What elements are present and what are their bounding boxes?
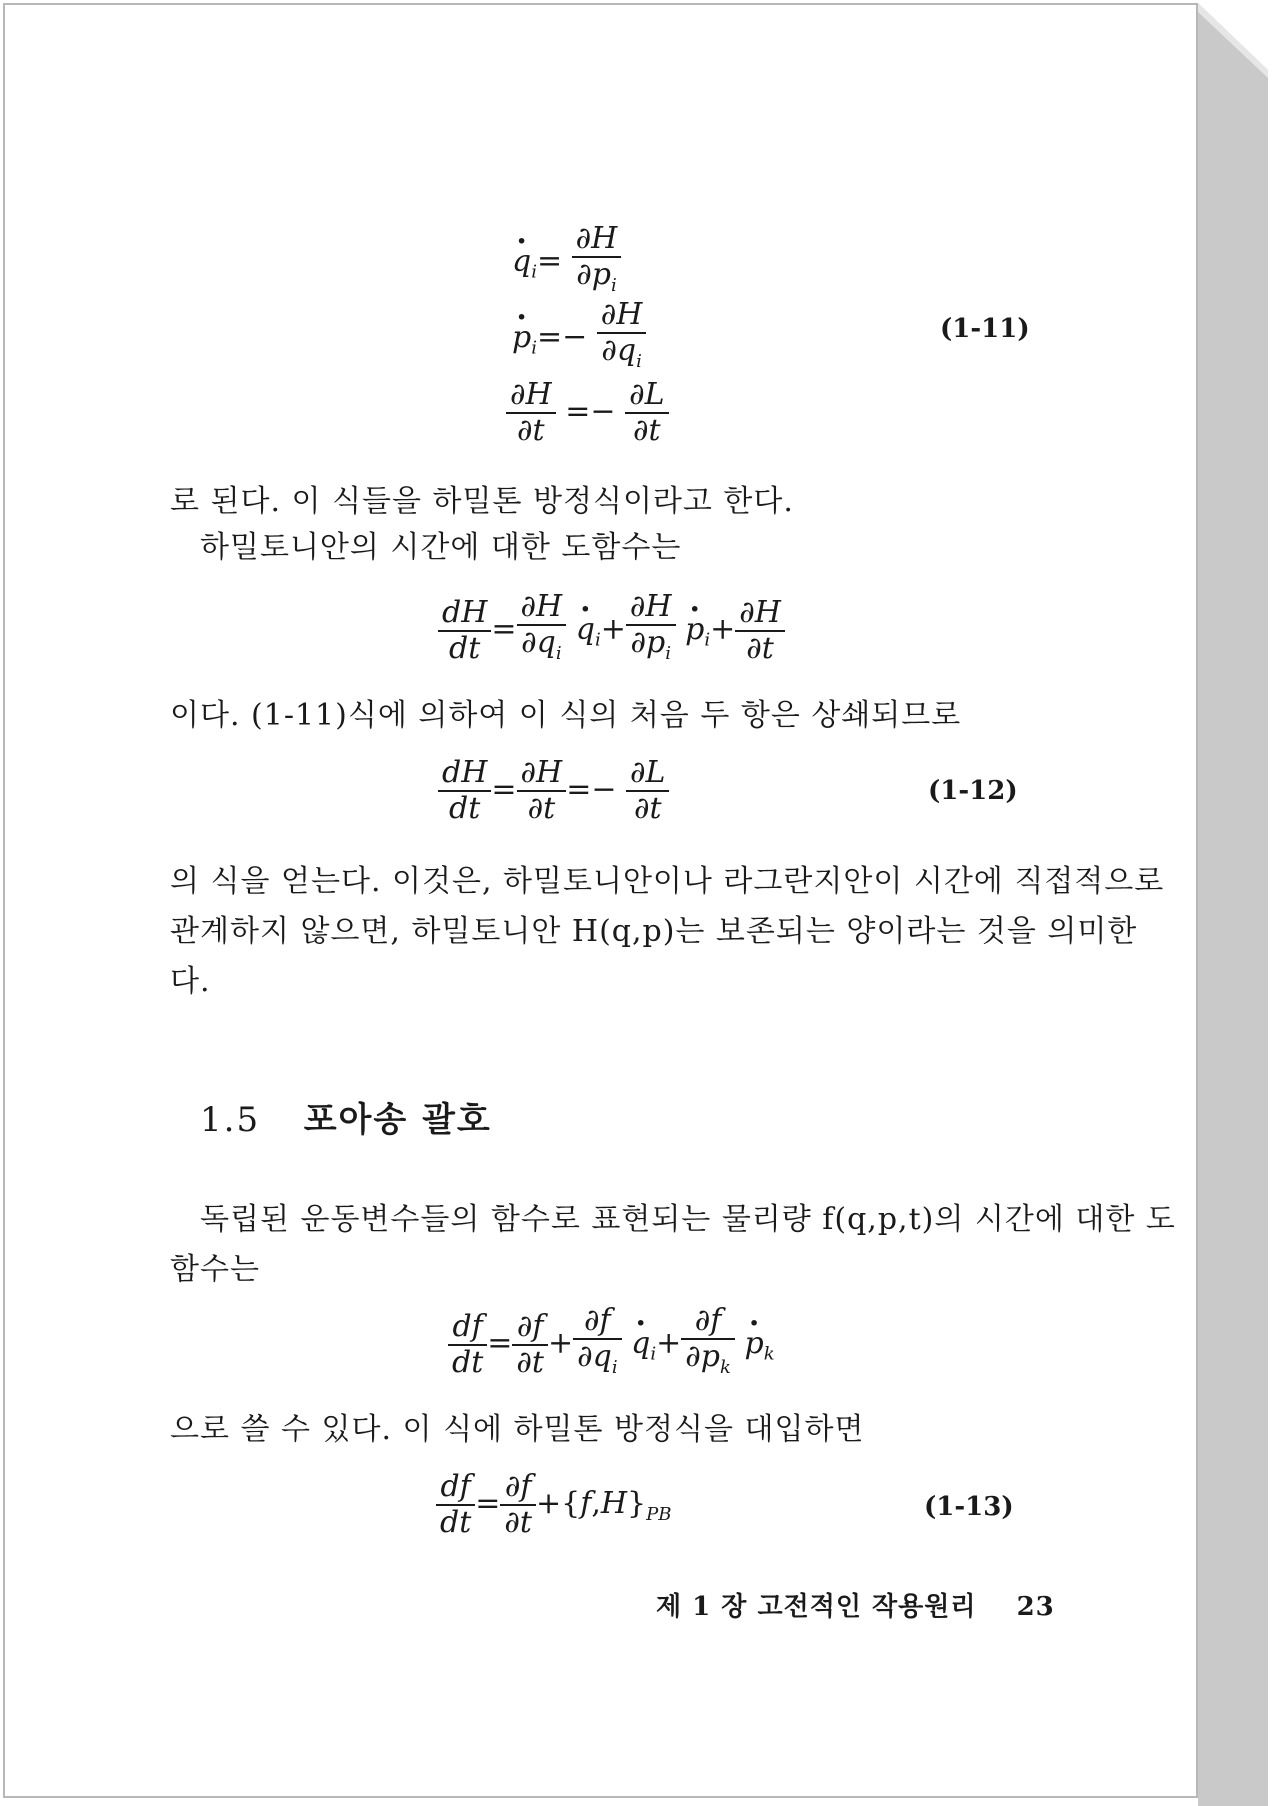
body-text-line: 함수는	[170, 1252, 260, 1287]
equation-dH-dt: $\frac{\partial H}{\partial t}$ =− $\frac{\partial L}{\partial t}$	[506, 378, 669, 448]
footer-chapter: 제 1 장 고전적인 작용원리	[656, 1592, 977, 1622]
body-text-line: 이다. (1-11)식에 의하여 이 식의 처음 두 항은 상쇄되므로	[170, 698, 962, 733]
section-title: 포아송 괄호	[303, 1100, 492, 1140]
equation-total-derivative-f: $\frac{df}{dt}$ = $\frac{\partial f}{\partial t}$ + $\frac{\partial f}{\partial q_i}$ · $q_i+$ $\frac{\partial f}{\partial p_k}$ · $p_k$	[448, 1304, 775, 1385]
body-text-line: 하밀토니안의 시간에 대한 도함수는	[200, 530, 682, 565]
equation-1-13: $\frac{df}{dt}$ = $\frac{\partial f}{\partial t}$ $+\{f,H\}_{PB}$	[436, 1470, 671, 1540]
equation-number-1-13: (1-13)	[924, 1492, 1014, 1522]
body-text-line: 로 된다. 이 식들을 하밀톤 방정식이라고 한다.	[170, 484, 794, 519]
section-number: 1.5	[200, 1100, 261, 1140]
body-text-line: 관계하지 않으면, 하밀토니안 H(q,p)는 보존되는 양이라는 것을 의미한	[170, 914, 1138, 949]
equation-number-1-11: (1-11)	[940, 314, 1030, 344]
body-text-line: 의 식을 얻는다. 이것은, 하밀토니안이나 라그란지안이 시간에 직접적으로	[170, 864, 1165, 899]
equation-1-12: $\frac{dH}{dt}$ = $\frac{\partial H}{\partial t}$ =− $\frac{\partial L}{\partial t}$	[438, 756, 669, 826]
body-text-line: 다.	[170, 964, 211, 999]
equation-p-dot: · $p_i=-$ $\frac{\partial H}{\partial q_i}$	[512, 298, 646, 379]
equation-number-1-12: (1-12)	[928, 776, 1018, 806]
section-heading	[200, 1092, 492, 1141]
page-number: 23	[1016, 1592, 1055, 1622]
running-footer	[656, 1586, 1055, 1623]
equation-total-derivative-H: $\frac{dH}{dt}$ = $\frac{\partial H}{\partial q_i}$ · $q_i+$ $\frac{\partial H}{\partial p_i}$ · $p_i+$ $\frac{\partial H}{\partial t}$	[438, 590, 785, 671]
body-text-line: 으로 쓸 수 있다. 이 식에 하밀톤 방정식을 대입하면	[170, 1412, 865, 1447]
equation-q-dot: · $q_i=$ $\frac{\partial H}{\partial p_i}$	[512, 222, 621, 303]
body-text-line: 독립된 운동변수들의 함수로 표현되는 물리량 f(q,p,t)의 시간에 대한 도	[200, 1202, 1176, 1237]
